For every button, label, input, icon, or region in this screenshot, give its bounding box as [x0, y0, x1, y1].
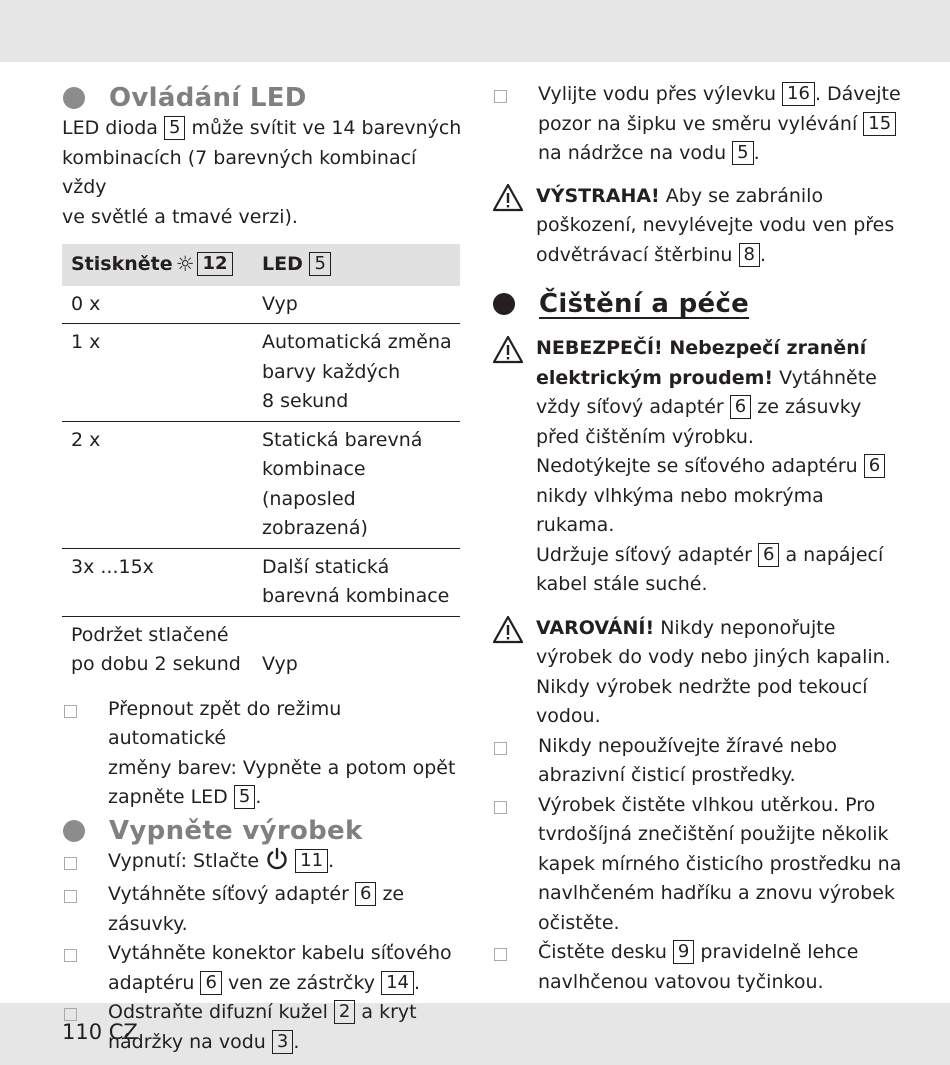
text: odvětrávací štěrbinu — [536, 243, 739, 266]
text: ze zásuvky — [751, 396, 862, 418]
text: pozor na šipku ve směru vylévání — [538, 112, 864, 135]
ref-box: 3 — [272, 1030, 293, 1054]
text: kombinacích (7 barevných kombinací vždy — [62, 146, 417, 198]
text-line — [536, 702, 891, 732]
text-line — [108, 847, 334, 881]
cell-line: po dobu 2 sekund — [71, 653, 241, 675]
text: ve světlé a tmavé verzi). — [62, 205, 298, 228]
section-heading-led-control: Ovládání LED — [62, 82, 462, 114]
bullet-pour-water — [492, 80, 902, 169]
ref-box: 6 — [758, 543, 779, 567]
ref-box: 12 — [197, 252, 232, 276]
text: Nikdy nepoužívejte žíravé nebo — [538, 734, 838, 757]
ref-box: 6 — [730, 395, 751, 419]
table-cell — [62, 286, 253, 324]
ref-box: 6 — [355, 882, 376, 906]
text-line — [108, 695, 462, 754]
header-press: Stiskněte — [71, 253, 173, 275]
text: změny barev: Vypněte a potom opět — [108, 756, 456, 779]
text: . — [293, 1030, 300, 1053]
checkbox-square-icon — [494, 801, 507, 814]
ref-box: 16 — [782, 82, 815, 106]
ref-box: 14 — [381, 971, 414, 995]
text-line — [536, 614, 891, 644]
power-icon — [265, 847, 289, 881]
text: navlhčenou vatovou tyčinkou. — [538, 970, 824, 993]
cleaning-steps — [492, 732, 902, 998]
page-number: 110 CZ — [62, 1020, 138, 1044]
table-row — [62, 616, 460, 684]
text: Vylijte vodu přes výlevku — [538, 83, 783, 105]
cell-line: 3x ...15x — [71, 555, 154, 578]
ref-box: 6 — [864, 454, 885, 478]
text-line — [538, 850, 901, 880]
warning-icon — [492, 182, 524, 214]
cell-line: barvy každých — [262, 360, 401, 383]
text-line — [536, 364, 902, 394]
text: LED dioda — [62, 117, 164, 139]
turn-off-steps — [62, 847, 462, 1058]
bullet-item — [492, 791, 902, 939]
bold-text: VAROVÁNÍ! — [536, 616, 655, 639]
checkbox-square-icon — [494, 742, 507, 755]
cell-line: Další statická — [262, 555, 390, 578]
bullet-dot-icon — [493, 293, 515, 315]
text-line — [536, 541, 902, 571]
text: ven ze zástrčky — [221, 971, 382, 994]
text-line — [536, 182, 894, 212]
checkbox-square-icon — [494, 948, 507, 961]
bullet-item — [62, 880, 462, 939]
warning-icon — [492, 334, 524, 366]
text-line — [108, 880, 404, 910]
table-cell — [62, 324, 253, 422]
text-line — [538, 110, 901, 140]
ref-box: 5 — [732, 141, 753, 165]
led-table — [62, 244, 460, 684]
ref-box: 9 — [673, 940, 694, 964]
text-line — [108, 939, 452, 969]
checkbox-square-icon — [494, 90, 507, 103]
text-line — [536, 482, 902, 541]
light-icon: ☼ — [175, 252, 195, 276]
text: Nedotýkejte se síťového adaptéru — [536, 455, 864, 477]
ref-box: 6 — [200, 971, 221, 995]
text-line — [536, 673, 891, 703]
text: poškození, nevylévejte vodu ven přes — [536, 214, 895, 236]
text: . — [413, 971, 421, 994]
section-heading-turn-off: Vypněte výrobek — [62, 815, 462, 847]
text-line — [536, 211, 894, 241]
text-line — [536, 423, 902, 453]
cell-line — [262, 621, 460, 651]
text-line — [536, 570, 902, 600]
text: očistěte. — [538, 911, 620, 934]
cell-line: Podržet stlačené — [71, 623, 229, 646]
text-line — [538, 80, 901, 110]
text-line — [538, 139, 901, 169]
text: Nikdy výrobek nedržte pod tekoucí — [536, 675, 868, 698]
text: vždy síťový adaptér — [536, 396, 730, 418]
text: vodou. — [536, 705, 601, 727]
cell-line: Automatická změna — [262, 331, 452, 353]
ref-box: 2 — [334, 1000, 355, 1024]
text-line — [536, 393, 902, 423]
text: zásuvky. — [108, 912, 188, 935]
text-line — [108, 969, 452, 999]
text-line — [62, 203, 462, 233]
text-line — [538, 761, 837, 791]
bullet-dot-icon — [63, 87, 85, 109]
bullet-item — [492, 732, 902, 791]
header-led: LED — [262, 253, 303, 275]
text: Udržuje síťový adaptér — [536, 543, 758, 566]
text: kapek mírného čisticího prostředku na — [538, 852, 902, 875]
text: . — [759, 243, 766, 266]
text: nikdy vlhkýma nebo mokrýma rukama. — [536, 484, 824, 536]
intro-paragraph — [62, 114, 462, 232]
text-line — [538, 820, 901, 850]
table-row — [62, 548, 460, 616]
table-cell — [253, 324, 460, 422]
text-line — [108, 910, 404, 940]
warning-block — [492, 182, 902, 271]
table-cell — [62, 616, 253, 684]
bullet-item — [62, 998, 462, 1057]
checkbox-square-icon — [64, 857, 77, 870]
right-column — [492, 80, 902, 997]
table-cell — [62, 421, 253, 548]
table-cell — [253, 548, 460, 616]
text: zapněte LED — [108, 786, 234, 808]
text: Nikdy neponořujte — [654, 616, 836, 639]
text: Přepnout zpět do režimu automatické — [108, 697, 342, 749]
text-line — [538, 732, 837, 762]
text: Vytáhněte konektor kabelu síťového — [108, 942, 452, 964]
bullet-item — [62, 695, 462, 813]
top-band — [0, 0, 950, 62]
text: Odstraňte difuzní kužel — [108, 1001, 334, 1023]
ref-box: 8 — [739, 243, 760, 267]
text: nádržky na vodu — [108, 1030, 272, 1053]
bullet-item — [492, 938, 902, 997]
text: . — [328, 849, 335, 872]
checkbox-square-icon — [64, 1008, 77, 1021]
warning-icon — [492, 614, 524, 646]
bullet-auto-mode — [62, 695, 462, 813]
text: Vypnutí: Stlačte — [108, 849, 266, 872]
text: tvrdošíjná znečištění použijte několik — [538, 823, 889, 845]
cell-line: zobrazená) — [262, 517, 368, 539]
text: adaptéru — [108, 971, 201, 994]
text-line — [108, 1028, 417, 1058]
cell-line: (naposled — [262, 487, 356, 510]
text-line — [62, 114, 462, 144]
cell-line: Statická barevná — [262, 428, 423, 451]
text: a kryt — [355, 1001, 417, 1023]
ref-box: 5 — [309, 252, 330, 276]
left-column — [62, 80, 462, 1057]
ref-box: 11 — [295, 849, 328, 873]
section-heading-cleaning: Čištění a péče — [492, 288, 902, 320]
cell-line: 0 x — [71, 292, 101, 315]
bold-text: NEBEZPEČÍ! Nebezpečí zranění — [536, 337, 867, 359]
cell-line: Vyp — [262, 653, 298, 675]
text: . — [255, 786, 262, 808]
danger-block — [492, 334, 902, 600]
table-row — [62, 421, 460, 548]
cell-line: kombinace — [262, 458, 366, 480]
cell-line: barevná kombinace — [262, 585, 450, 607]
text-line — [108, 783, 462, 813]
bullet-dot-icon — [63, 820, 85, 842]
caution-block — [492, 614, 902, 732]
text: . Dávejte — [814, 83, 901, 105]
text: a napájecí — [779, 543, 884, 566]
text: kabel stále suché. — [536, 573, 708, 595]
text: Vytáhněte — [773, 366, 877, 389]
checkbox-square-icon — [64, 705, 77, 718]
ref-box: 5 — [234, 785, 255, 809]
text-line — [538, 909, 901, 939]
text: Aby se zabránilo — [659, 184, 824, 207]
table-cell — [253, 616, 460, 684]
text: . — [753, 142, 760, 164]
text-line — [62, 144, 462, 203]
text-line — [108, 998, 417, 1028]
bullet-item — [62, 939, 462, 998]
ref-box: 15 — [863, 112, 896, 136]
text-line — [536, 334, 902, 364]
text: Čistěte desku — [538, 941, 673, 963]
cell-line: 2 x — [71, 428, 101, 451]
text: před čištěním výrobku. — [536, 425, 754, 448]
cell-line: 8 sekund — [262, 390, 349, 412]
text: výrobek do vody nebo jiných kapalin. — [536, 646, 891, 668]
text: ze — [376, 883, 405, 905]
text: Výrobek čistěte vlhkou utěrkou. Pro — [538, 793, 876, 816]
text-line — [536, 241, 894, 271]
checkbox-square-icon — [64, 890, 77, 903]
text: navlhčeném hadříku a znovu výrobek — [538, 882, 895, 904]
cell-line: Vyp — [262, 292, 298, 315]
bullet-item — [62, 847, 462, 881]
bold-text: elektrickým proudem! — [536, 366, 774, 389]
table-header-row — [62, 244, 460, 286]
text-line — [536, 643, 891, 673]
table-row — [62, 324, 460, 422]
table-cell — [253, 421, 460, 548]
checkbox-square-icon — [64, 949, 77, 962]
bullet-item — [492, 80, 902, 169]
text: Vytáhněte síťový adaptér — [108, 883, 355, 905]
text: na nádržce na vodu — [538, 142, 733, 164]
table-cell — [253, 286, 460, 324]
text-line — [538, 879, 901, 909]
text-line — [538, 968, 858, 998]
table-cell — [62, 548, 253, 616]
table-row — [62, 286, 460, 324]
cell-line: 1 x — [71, 331, 101, 353]
text: může svítit ve 14 barevných — [185, 117, 462, 139]
text-line — [536, 452, 902, 482]
text-line — [108, 754, 462, 784]
ref-box: 5 — [164, 116, 185, 140]
text: abrazivní čisticí prostředky. — [538, 764, 796, 786]
text: pravidelně lehce — [694, 941, 859, 963]
bold-text: VÝSTRAHA! — [536, 184, 660, 207]
text-line — [538, 938, 858, 968]
text-line — [538, 791, 901, 821]
